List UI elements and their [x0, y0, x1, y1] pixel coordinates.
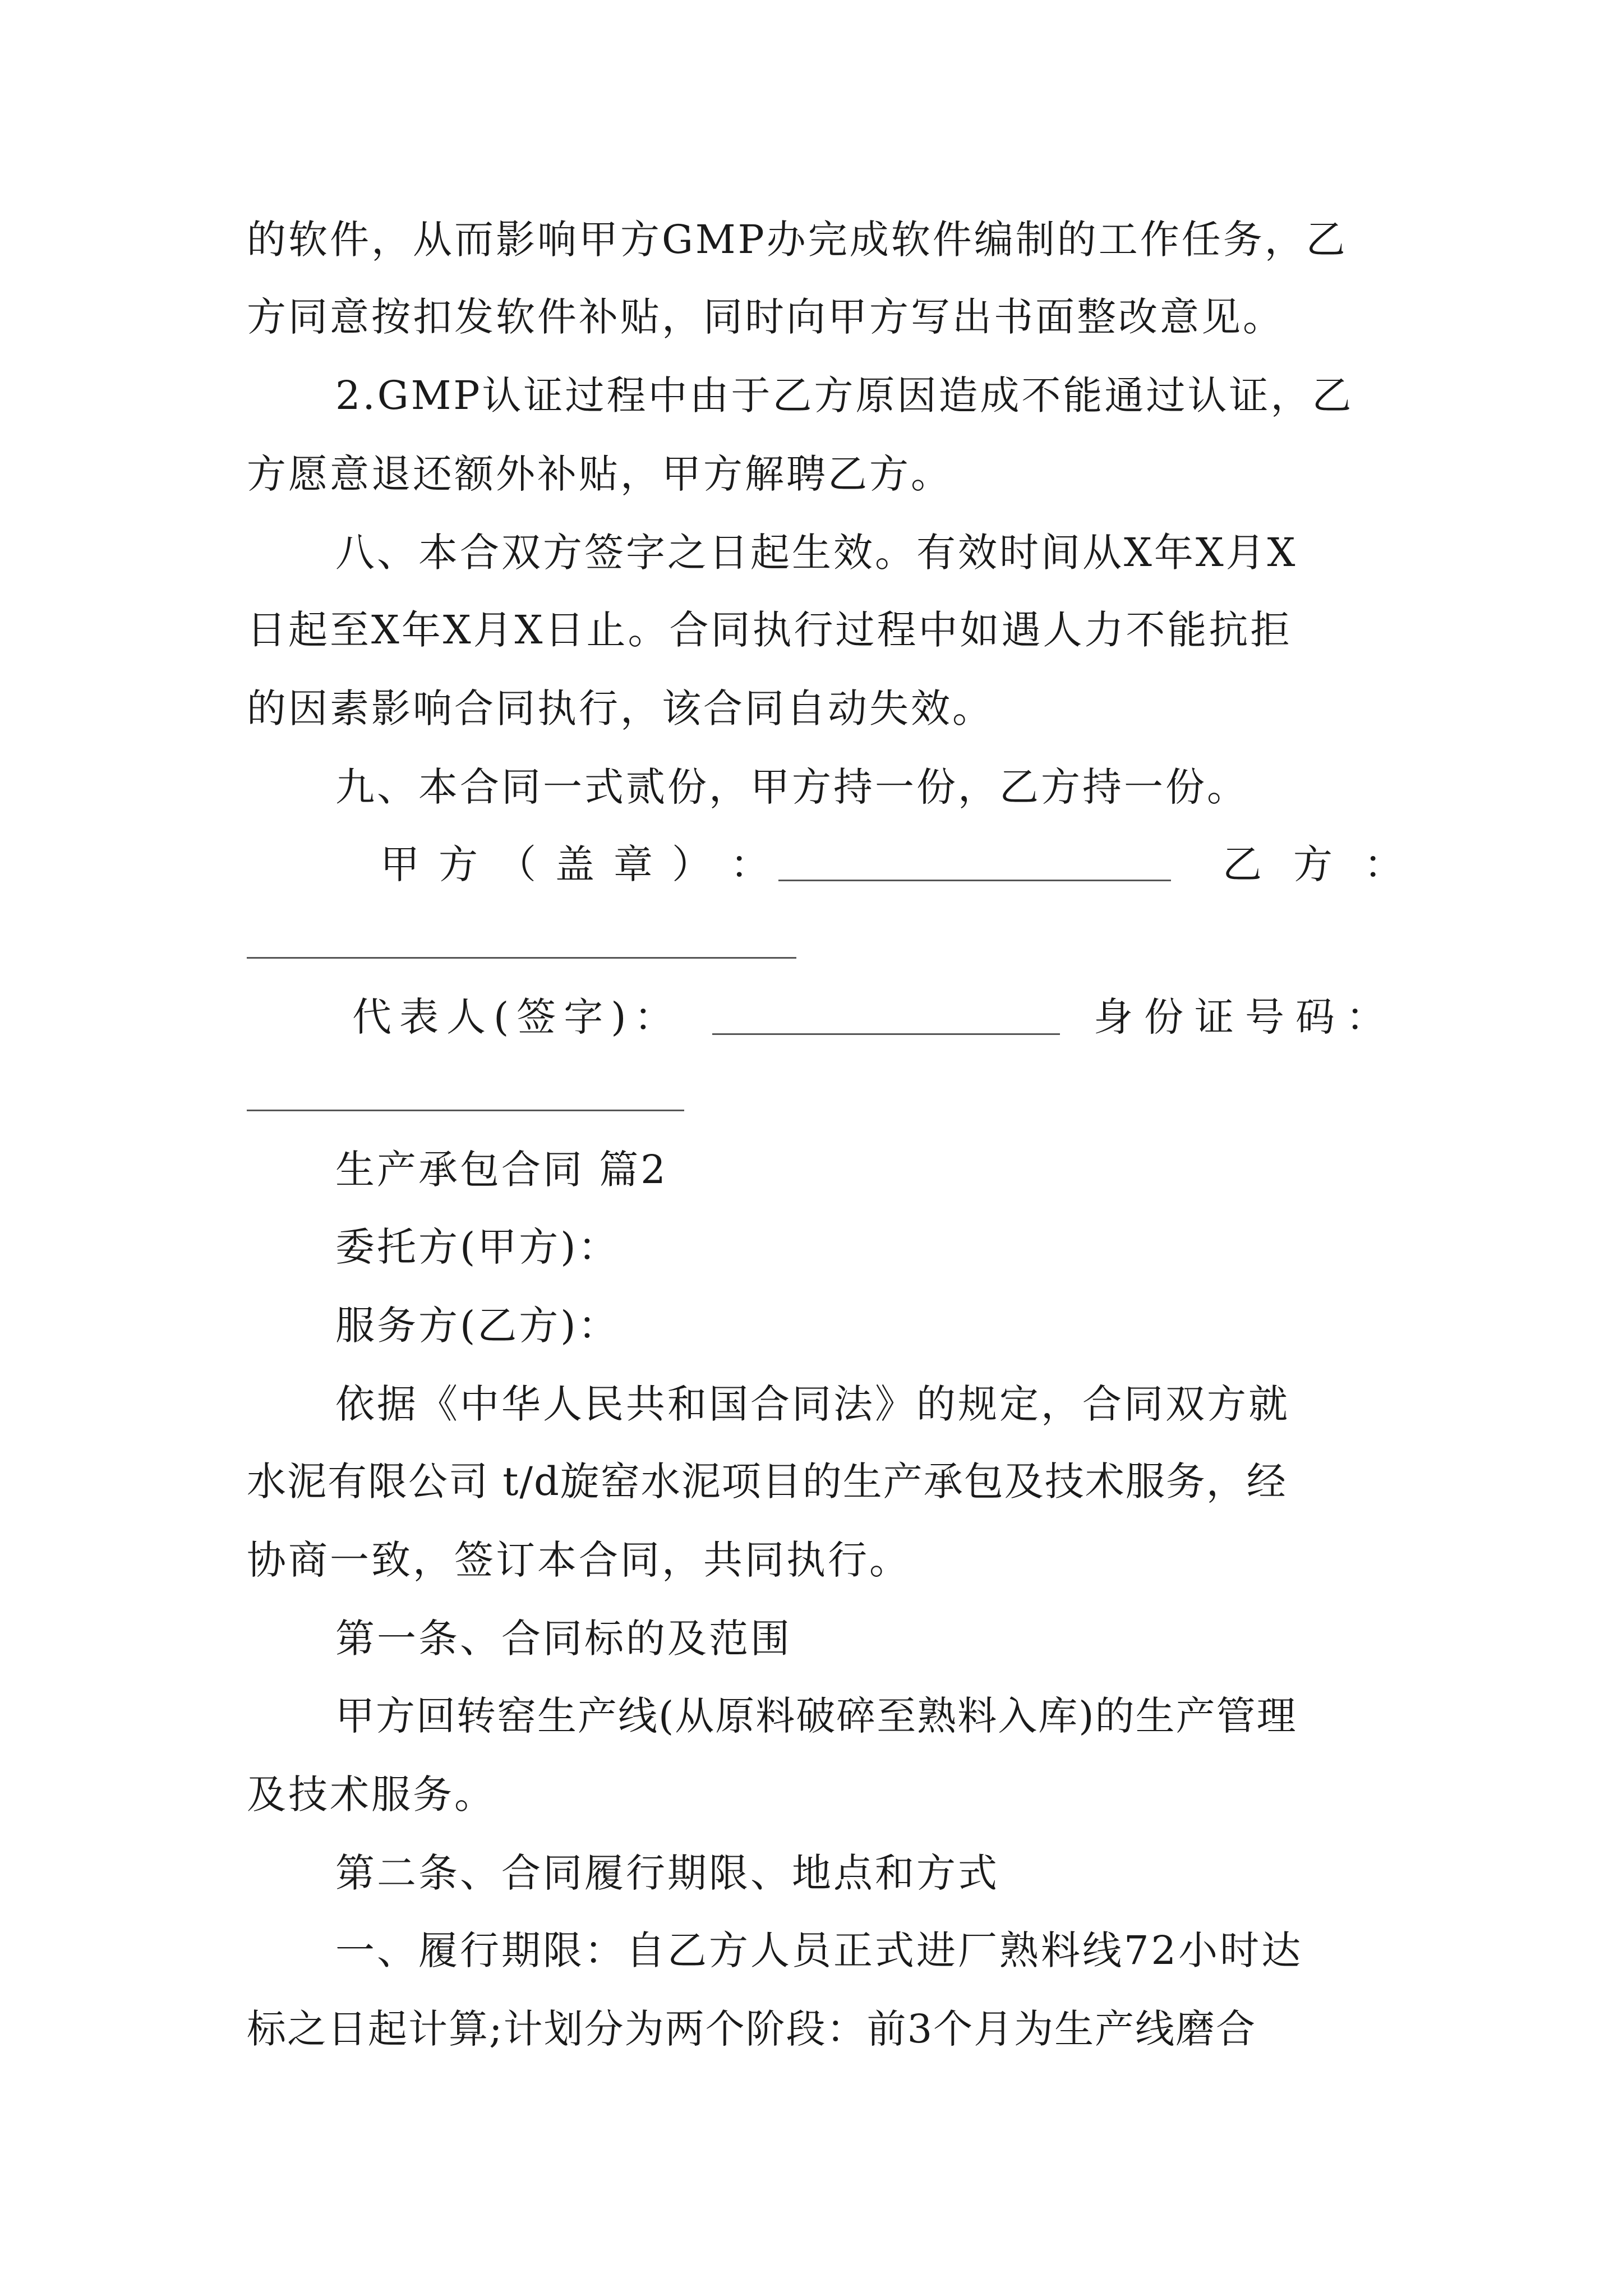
party-b-signature-line [247, 957, 796, 959]
representative-signature-line [712, 1033, 1060, 1035]
paragraph-line: 九、本合同一式贰份，甲方持一份，乙方持一份。 [335, 764, 1248, 810]
article-heading: 第一条、合同标的及范围 [335, 1616, 792, 1662]
party-a-seal-label: 甲 方 （ 盖 章 ） ： [380, 841, 789, 887]
paragraph-line: 的软件，从而影响甲方GMP办完成软件编制的工作任务，乙 [247, 217, 1348, 263]
party-a-signature-line [778, 880, 1171, 881]
provider-label: 服务方(乙方)： [335, 1303, 620, 1349]
id-number-label: 身份证号码： [1094, 994, 1396, 1040]
paragraph-line: 方同意按扣发软件补贴，同时向甲方写出书面整改意见。 [247, 294, 1284, 340]
article-heading: 第二条、合同履行期限、地点和方式 [335, 1850, 999, 1896]
paragraph-line: 甲方回转窑生产线(从原料破碎至熟料入库)的生产管理 [335, 1693, 1297, 1739]
representative-label: 代表人(签字)： [352, 994, 681, 1040]
paragraph-line: 2.GMP认证过程中由于乙方原因造成不能通过认证，乙 [335, 372, 1354, 418]
paragraph-line: 标之日起计算;计划分为两个阶段：前3个月为生产线磨合 [247, 2006, 1257, 2052]
paragraph-line: 协商一致，签订本合同，共同执行。 [247, 1537, 911, 1583]
id-number-line [247, 1110, 684, 1111]
paragraph-line: 的因素影响合同执行，该合同自动失效。 [247, 685, 994, 731]
paragraph-line: 八、本合双方签字之日起生效。有效时间从X年X月X [335, 530, 1298, 576]
paragraph-line: 方愿意退还额外补贴，甲方解聘乙方。 [247, 451, 952, 497]
paragraph-line: 依据《中华人民共和国合同法》的规定，合同双方就 [335, 1381, 1290, 1427]
paragraph-line: 及技术服务。 [247, 1772, 496, 1818]
paragraph-line: 日起至X年X月X日止。合同执行过程中如遇人力不能抗拒 [247, 607, 1292, 653]
paragraph-line: 水泥有限公司 t/d旋窑水泥项目的生产承包及技术服务，经 [247, 1458, 1287, 1504]
section-title: 生产承包合同 篇2 [335, 1147, 668, 1193]
paragraph-line: 一、履行期限：自乙方人员正式进厂熟料线72小时达 [335, 1927, 1303, 1973]
client-label: 委托方(甲方)： [335, 1224, 620, 1270]
party-b-label: 乙方： [1223, 841, 1435, 887]
